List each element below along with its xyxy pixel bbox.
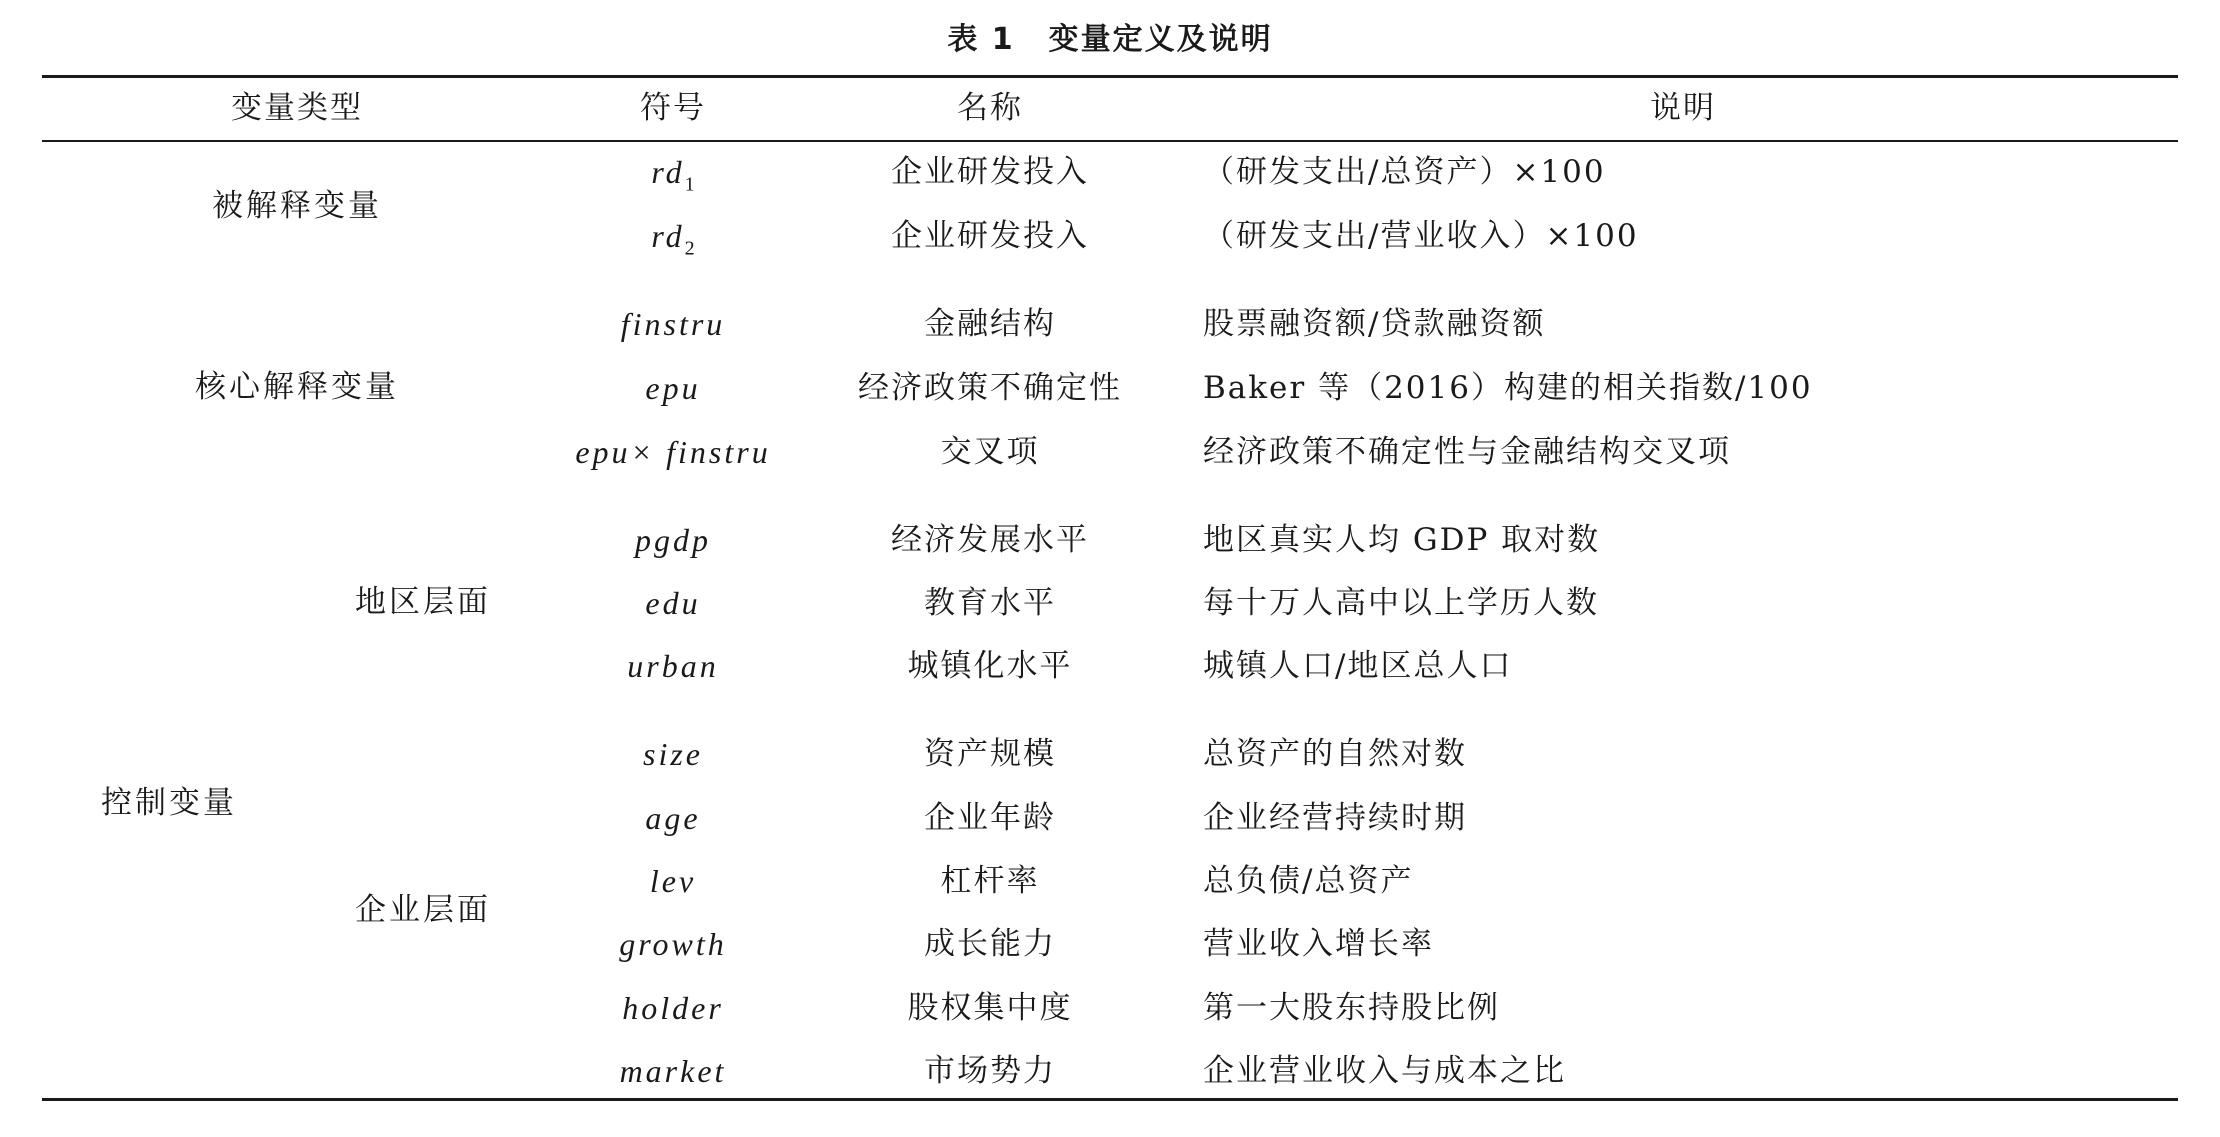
symbol-cell: lev	[649, 863, 697, 899]
description-cell: Baker 等（2016）构建的相关指数/100	[1203, 370, 1813, 406]
header-rule	[42, 140, 2178, 142]
name-cell: 教育水平	[924, 585, 1056, 621]
symbol-cell: urban	[627, 648, 719, 684]
category-control: 控制变量	[101, 785, 237, 821]
description-cell: 城镇人口/地区总人口	[1203, 648, 1513, 684]
name-cell: 企业年龄	[924, 800, 1056, 836]
name-cell: 杠杆率	[940, 863, 1040, 899]
header-description: 说明	[1650, 90, 1716, 126]
subcategory-region: 地区层面	[355, 584, 491, 620]
description-cell: （研发支出/营业收入）×100	[1203, 218, 1639, 254]
description-cell: 总资产的自然对数	[1203, 736, 1467, 772]
table-caption	[0, 12, 2220, 68]
name-cell: 股权集中度	[907, 990, 1073, 1026]
description-cell: 股票融资额/贷款融资额	[1203, 306, 1546, 342]
symbol-cell: edu	[645, 585, 701, 621]
symbol-cell: $rd_1$	[651, 154, 695, 196]
description-cell: 企业营业收入与成本之比	[1203, 1053, 1566, 1089]
header-symbol: 符号	[640, 90, 706, 126]
description-cell: 营业收入增长率	[1203, 926, 1434, 962]
description-cell: 企业经营持续时期	[1203, 800, 1467, 836]
name-cell: 城镇化水平	[907, 648, 1073, 684]
description-cell: 每十万人高中以上学历人数	[1203, 585, 1599, 621]
table-title: 变量定义及说明	[1048, 22, 1273, 57]
symbol-cell: epu	[645, 370, 701, 406]
description-cell: 经济政策不确定性与金融结构交叉项	[1203, 434, 1731, 470]
description-cell: 第一大股东持股比例	[1203, 990, 1500, 1026]
name-cell: 企业研发投入	[891, 218, 1089, 254]
bottom-rule	[42, 1098, 2178, 1101]
category-core: 核心解释变量	[195, 369, 399, 405]
name-cell: 市场势力	[924, 1053, 1056, 1089]
name-cell: 交叉项	[940, 434, 1040, 470]
subcategory-firm: 企业层面	[355, 892, 491, 928]
symbol-cell: age	[645, 800, 701, 836]
description-cell: （研发支出/总资产）×100	[1203, 154, 1606, 190]
name-cell: 经济发展水平	[891, 522, 1089, 558]
description-cell: 地区真实人均 GDP 取对数	[1203, 522, 1601, 558]
name-cell: 金融结构	[924, 306, 1056, 342]
symbol-cell: holder	[622, 990, 724, 1026]
name-cell: 企业研发投入	[891, 154, 1089, 190]
header-name: 名称	[957, 90, 1023, 126]
symbol-cell: finstru	[620, 306, 726, 342]
symbol-cell: epu× finstru	[575, 434, 771, 470]
category-explained: 被解释变量	[212, 188, 382, 224]
symbol-cell: size	[643, 736, 703, 772]
symbol-cell: market	[619, 1053, 727, 1089]
symbol-cell: pgdp	[635, 522, 711, 558]
top-rule	[42, 75, 2178, 78]
description-cell: 总负债/总资产	[1203, 863, 1414, 899]
header-type: 变量类型	[231, 90, 363, 126]
symbol-cell: growth	[619, 926, 727, 962]
table-number: 表 1	[947, 22, 1015, 57]
name-cell: 经济政策不确定性	[858, 370, 1122, 406]
name-cell: 资产规模	[924, 736, 1056, 772]
name-cell: 成长能力	[924, 926, 1056, 962]
symbol-cell: $rd_2$	[651, 218, 695, 260]
